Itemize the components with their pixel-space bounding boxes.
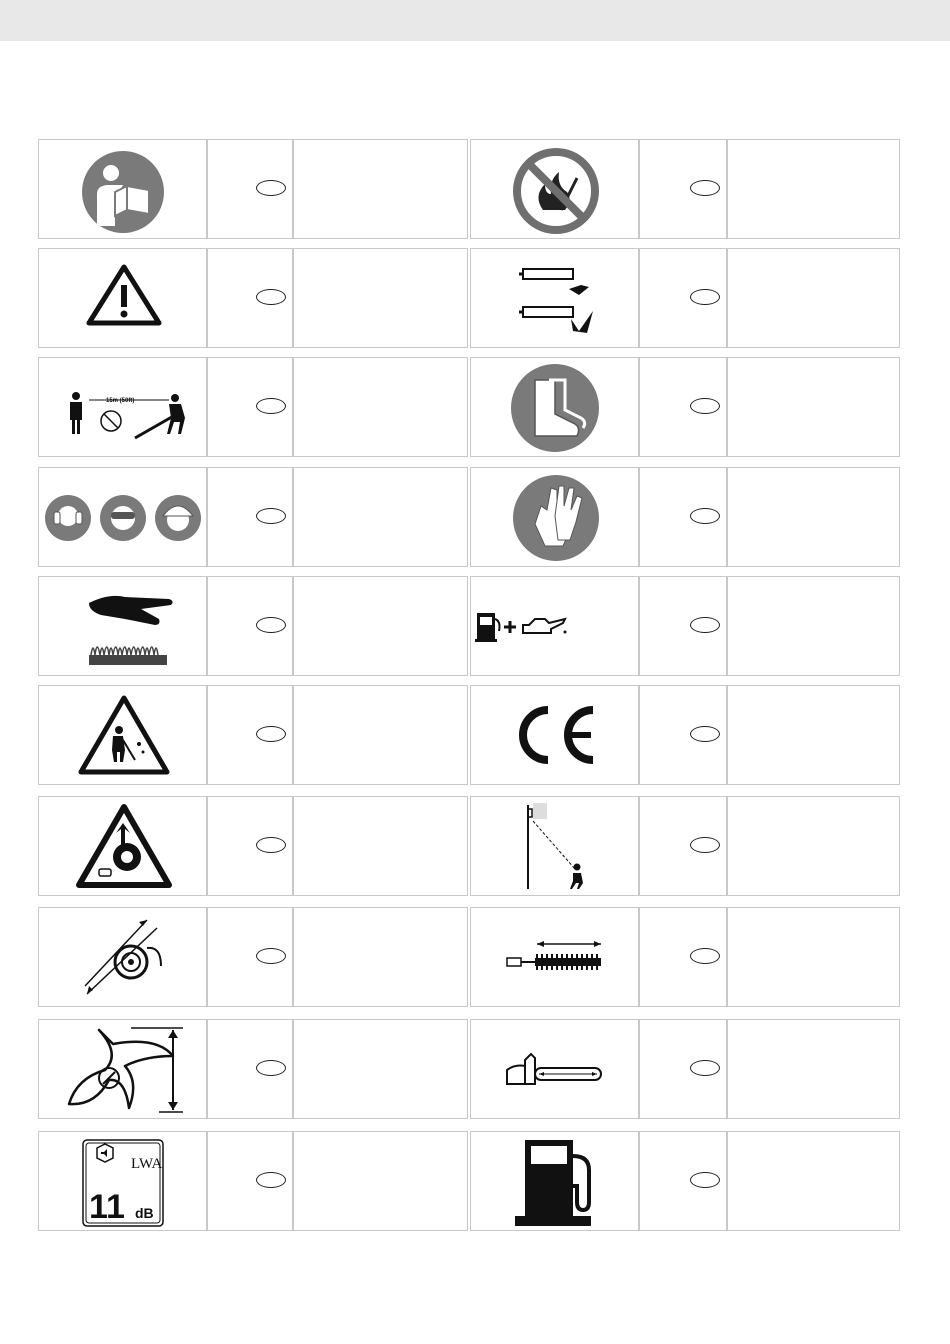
symbol-text-cell bbox=[727, 907, 900, 1007]
symbol-row-5 bbox=[38, 576, 900, 678]
number-oval bbox=[690, 398, 720, 414]
rotation-direction-icon bbox=[39, 908, 208, 1008]
symbol-text-cell bbox=[727, 1019, 900, 1119]
number-oval bbox=[690, 1172, 720, 1188]
number-oval bbox=[690, 508, 720, 524]
symbol-text-cell bbox=[727, 1131, 900, 1231]
symbol-number-cell bbox=[639, 1019, 727, 1119]
symbol-number-cell bbox=[207, 139, 293, 239]
hot-surface-icon bbox=[39, 577, 208, 677]
symbol-cell bbox=[470, 248, 639, 348]
sound-power-value: 11 bbox=[89, 1188, 125, 1226]
symbol-number-cell bbox=[639, 357, 727, 457]
number-oval bbox=[690, 617, 720, 633]
symbol-cell bbox=[470, 139, 639, 239]
symbol-cell bbox=[38, 467, 207, 567]
symbol-row-2 bbox=[38, 248, 900, 350]
symbol-text-cell bbox=[293, 357, 468, 457]
symbol-number-cell bbox=[207, 907, 293, 1007]
symbol-cell bbox=[470, 907, 639, 1007]
symbol-text-cell bbox=[727, 467, 900, 567]
symbol-row-6 bbox=[38, 685, 900, 787]
symbol-number-cell bbox=[207, 576, 293, 676]
number-oval bbox=[256, 508, 286, 524]
number-oval bbox=[690, 726, 720, 742]
number-oval bbox=[256, 1060, 286, 1076]
number-oval bbox=[690, 948, 720, 964]
symbol-number-cell bbox=[207, 467, 293, 567]
sound-power-level-icon bbox=[39, 1132, 208, 1232]
symbol-number-cell bbox=[639, 796, 727, 896]
symbol-cell bbox=[470, 1131, 639, 1231]
symbol-text-cell bbox=[293, 796, 468, 896]
symbol-cell bbox=[38, 1019, 207, 1119]
hand-cut-hazard-icon bbox=[471, 249, 640, 349]
symbol-row-9 bbox=[38, 1019, 900, 1121]
symbol-number-cell bbox=[639, 1131, 727, 1231]
number-oval bbox=[256, 617, 286, 633]
symbol-text-cell bbox=[727, 685, 900, 785]
symbol-text-cell bbox=[727, 357, 900, 457]
ear-eye-head-protection-icon bbox=[39, 468, 208, 568]
lwa-label: LWA bbox=[131, 1156, 163, 1172]
symbol-row-1 bbox=[38, 139, 900, 241]
symbol-cell bbox=[38, 1131, 207, 1231]
power-line-hazard-icon bbox=[471, 797, 640, 897]
symbol-text-cell bbox=[293, 685, 468, 785]
blade-diameter-icon bbox=[39, 1020, 208, 1120]
symbol-text-cell bbox=[293, 907, 468, 1007]
symbol-cell bbox=[38, 685, 207, 785]
number-oval bbox=[690, 1060, 720, 1076]
symbol-row-3 bbox=[38, 357, 900, 459]
symbol-number-cell bbox=[207, 1131, 293, 1231]
symbol-number-cell bbox=[207, 248, 293, 348]
symbol-text-cell bbox=[293, 576, 468, 676]
symbol-number-cell bbox=[639, 248, 727, 348]
symbol-text-cell bbox=[727, 796, 900, 896]
symbol-text-cell bbox=[727, 576, 900, 676]
symbol-cell bbox=[38, 248, 207, 348]
symbol-cell bbox=[470, 796, 639, 896]
chainsaw-bar-length-icon bbox=[471, 1020, 640, 1120]
symbol-row-4 bbox=[38, 467, 900, 569]
ce-mark-icon bbox=[471, 686, 640, 786]
decibel-unit: dB bbox=[135, 1205, 154, 1221]
kickback-warning-icon bbox=[39, 797, 208, 897]
symbol-text-cell bbox=[293, 139, 468, 239]
number-oval bbox=[256, 180, 286, 196]
symbol-number-cell bbox=[207, 357, 293, 457]
header-band bbox=[0, 0, 950, 41]
symbol-number-cell bbox=[639, 907, 727, 1007]
symbol-cell bbox=[38, 907, 207, 1007]
symbol-number-cell bbox=[207, 1019, 293, 1119]
symbol-cell bbox=[470, 1019, 639, 1119]
warning-triangle-icon bbox=[39, 249, 208, 349]
symbol-cell bbox=[470, 685, 639, 785]
symbol-row-8 bbox=[38, 907, 900, 1009]
symbol-number-cell bbox=[639, 685, 727, 785]
symbol-cell bbox=[470, 576, 639, 676]
number-oval bbox=[256, 1172, 286, 1188]
symbol-number-cell bbox=[639, 467, 727, 567]
number-oval bbox=[690, 837, 720, 853]
symbol-cell bbox=[38, 357, 207, 457]
number-oval bbox=[256, 398, 286, 414]
symbol-row-10 bbox=[38, 1131, 900, 1233]
safety-gloves-icon bbox=[471, 468, 640, 568]
number-oval bbox=[690, 180, 720, 196]
symbol-number-cell bbox=[639, 139, 727, 239]
distance-label: 15m (50ft) bbox=[106, 398, 135, 404]
symbol-cell bbox=[38, 576, 207, 676]
safety-distance-icon bbox=[39, 358, 208, 458]
symbol-cell bbox=[470, 357, 639, 457]
number-oval bbox=[256, 837, 286, 853]
hedge-trimmer-icon bbox=[471, 908, 640, 1008]
symbol-text-cell bbox=[293, 1019, 468, 1119]
read-manual-icon bbox=[39, 140, 208, 240]
symbol-cell bbox=[38, 796, 207, 896]
number-oval bbox=[256, 948, 286, 964]
number-oval bbox=[256, 289, 286, 305]
fuel-pump-icon bbox=[471, 1132, 640, 1232]
symbol-text-cell bbox=[293, 1131, 468, 1231]
number-oval bbox=[690, 289, 720, 305]
symbol-number-cell bbox=[207, 796, 293, 896]
symbol-number-cell bbox=[207, 685, 293, 785]
thrown-objects-warning-icon bbox=[39, 686, 208, 786]
symbol-text-cell bbox=[727, 139, 900, 239]
safety-boots-icon bbox=[471, 358, 640, 458]
fuel-oil-mix-icon bbox=[471, 577, 640, 677]
symbol-text-cell bbox=[293, 248, 468, 348]
number-oval bbox=[256, 726, 286, 742]
symbol-text-cell bbox=[293, 467, 468, 567]
symbol-text-cell bbox=[727, 248, 900, 348]
no-fire-icon bbox=[471, 140, 640, 240]
symbol-row-7 bbox=[38, 796, 900, 898]
symbol-number-cell bbox=[639, 576, 727, 676]
symbol-cell bbox=[470, 467, 639, 567]
symbol-cell bbox=[38, 139, 207, 239]
